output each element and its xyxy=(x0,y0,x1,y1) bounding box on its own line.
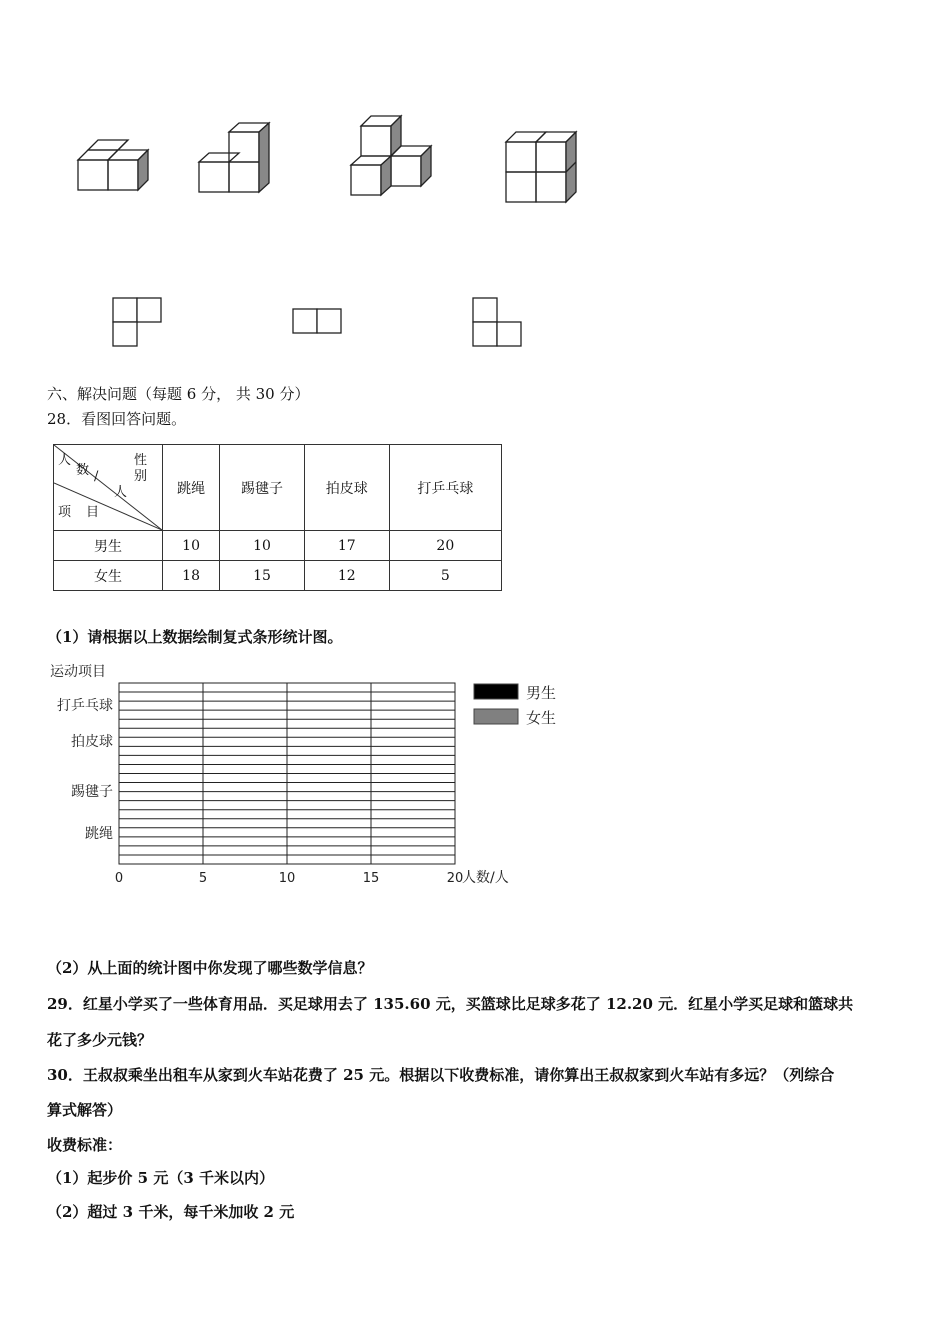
q30-fee-title: 收费标准： xyxy=(47,1136,123,1154)
sports-data-table xyxy=(53,444,502,591)
view-shape-3 xyxy=(473,298,521,346)
cell-value: 5 xyxy=(389,561,501,591)
category-label: 踢毽子 xyxy=(71,784,113,800)
header-jump-rope: 跳绳 xyxy=(163,445,220,531)
q28-part2: （2）从上面的统计图中你发现了哪些数学信息？ xyxy=(47,959,373,977)
q28-title: 28．看图回答问题。 xyxy=(47,410,187,428)
corner-char: 项 xyxy=(58,505,72,520)
legend-label: 女生 xyxy=(526,709,557,727)
header-ping-pong: 打乒乓球 xyxy=(389,445,501,531)
view-shape-1 xyxy=(113,298,161,346)
corner-char: / xyxy=(94,469,99,484)
table-header-row xyxy=(54,445,502,531)
chart-xlabel: 人数/人 xyxy=(462,870,509,886)
q29-line2: 花了多少元钱？ xyxy=(47,1031,153,1049)
corner-char: 人 xyxy=(58,453,72,468)
corner-char: 数 xyxy=(76,463,90,478)
x-tick-label: 15 xyxy=(362,871,380,886)
x-tick-label: 20 xyxy=(446,871,464,886)
corner-char: 目 xyxy=(86,505,100,520)
corner-char: 人 xyxy=(114,485,128,500)
view-shapes xyxy=(0,290,620,350)
cell-value: 20 xyxy=(389,531,501,561)
category-label: 拍皮球 xyxy=(71,734,113,750)
x-tick-label: 5 xyxy=(198,871,208,886)
chart-ylabel: 运动项目 xyxy=(50,664,106,680)
table-corner-cell xyxy=(54,445,163,531)
q30-fee2: （2）超过 3 千米，每千米加收 2 元 xyxy=(47,1203,295,1221)
q28-part1: （1）请根据以上数据绘制复式条形统计图。 xyxy=(47,628,343,646)
x-tick-label: 0 xyxy=(114,871,124,886)
header-shuttlecock: 踢毽子 xyxy=(220,445,305,531)
q30-line2: 算式解答） xyxy=(47,1101,123,1119)
corner-char: 别 xyxy=(134,469,148,484)
cube-figure-2 xyxy=(199,123,269,192)
cell-value: 17 xyxy=(304,531,389,561)
q29-line1: 29．红星小学买了一些体育用品．买足球用去了 135.60 元，买篮球比足球多花了 12.20 元．红星小学买足球和篮球共 xyxy=(47,995,854,1013)
legend-swatch xyxy=(474,684,518,699)
bar-chart-grid xyxy=(0,650,600,900)
corner-char: 性 xyxy=(134,453,148,468)
category-label: 打乒乓球 xyxy=(57,698,113,714)
chart-grid xyxy=(119,683,455,864)
table-row-boys xyxy=(54,531,502,561)
section-title: 六、解决问题（每题 6 分， 共 30 分） xyxy=(47,385,310,403)
table-row-girls xyxy=(54,561,502,591)
legend-swatch xyxy=(474,709,518,724)
cell-value: 10 xyxy=(220,531,305,561)
cube-figure-4 xyxy=(506,132,576,202)
category-label: 跳绳 xyxy=(85,826,113,842)
view-shape-2 xyxy=(293,309,341,333)
row-label: 男生 xyxy=(54,531,163,561)
q30-line1: 30．王叔叔乘坐出租车从家到火车站花费了 25 元。根据以下收费标准，请你算出王叔叔家到火车站有多远？（列综合 xyxy=(47,1066,835,1084)
cube-figures xyxy=(0,100,620,210)
row-label: 女生 xyxy=(54,561,163,591)
x-tick-label: 10 xyxy=(278,871,296,886)
cell-value: 10 xyxy=(163,531,220,561)
legend-label: 男生 xyxy=(526,684,557,702)
cell-value: 15 xyxy=(220,561,305,591)
cube-figure-3 xyxy=(351,116,431,195)
cell-value: 18 xyxy=(163,561,220,591)
q30-fee1: （1）起步价 5 元（3 千米以内） xyxy=(47,1169,274,1187)
cell-value: 12 xyxy=(304,561,389,591)
header-ball-bounce: 拍皮球 xyxy=(304,445,389,531)
cube-figure-1 xyxy=(78,140,148,190)
